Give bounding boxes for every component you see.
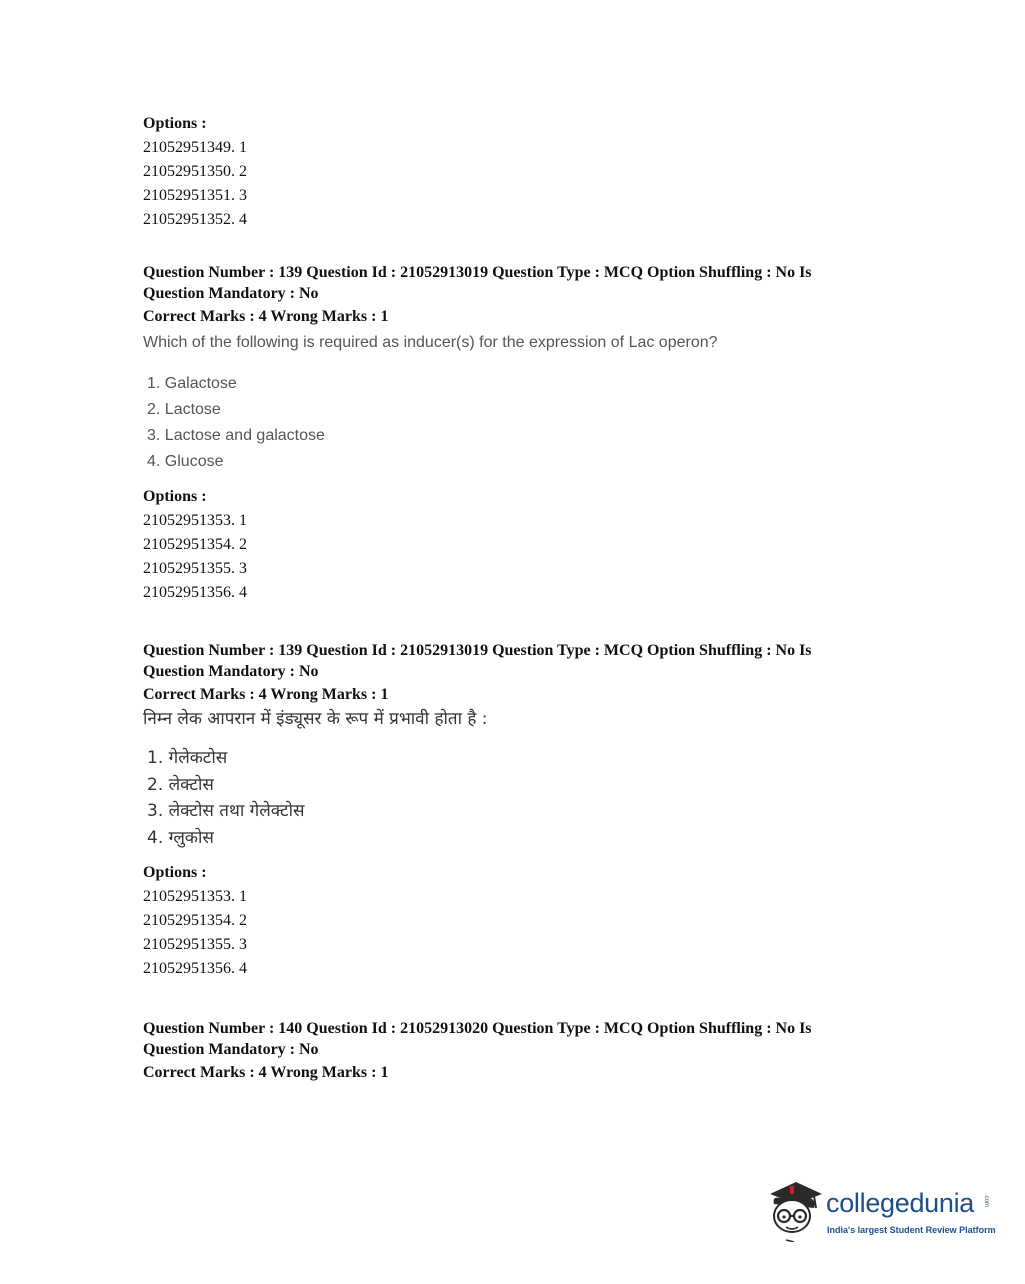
question-block-hindi [143, 640, 903, 981]
question-header: Question Number : 140 Question Id : 21052913020 Question Type : MCQ Option Shuffling : No Is [143, 1020, 812, 1037]
option-id: 21052951353. 1 [143, 888, 247, 905]
options-label: Options : [143, 115, 207, 132]
options-label: Options : [143, 488, 207, 505]
question-text: निम्न लेक आपरान में इंड्यूसर के रूप में प्रभावी होता है : [143, 709, 488, 729]
option-id: 21052951356. 4 [143, 584, 247, 601]
question-marks: Correct Marks : 4 Wrong Marks : 1 [143, 686, 389, 703]
question-block-english [143, 262, 903, 605]
student-mascot-icon [766, 1178, 822, 1242]
option-id: 21052951354. 2 [143, 536, 247, 553]
answer-choice: 3. Lactose and galactose [147, 427, 325, 444]
option-id: 21052951353. 1 [143, 512, 247, 529]
option-id: 21052951354. 2 [143, 912, 247, 929]
answer-choice: 2. Lactose [147, 401, 221, 418]
answer-choice: 1. गेलेकटोस [147, 748, 228, 768]
logo-domain-suffix: .com [983, 1194, 989, 1208]
logo-wordmark: collegedunia [826, 1188, 975, 1218]
answer-choice: 1. Galactose [147, 375, 237, 392]
option-id: 21052951351. 3 [143, 187, 247, 204]
logo-tagline: India's largest Student Review Platform [827, 1225, 996, 1235]
option-id: 21052951352. 4 [143, 211, 247, 228]
options-section-prev [143, 112, 903, 232]
option-id: 21052951349. 1 [143, 139, 247, 156]
option-id: 21052951355. 3 [143, 936, 247, 953]
question-header: Question Number : 139 Question Id : 21052913019 Question Type : MCQ Option Shuffling : No Is [143, 264, 812, 281]
options-label: Options : [143, 864, 207, 881]
option-id: 21052951355. 3 [143, 560, 247, 577]
question-block-next [143, 1018, 903, 1083]
answer-choices [147, 745, 903, 851]
answer-choice: 4. Glucose [147, 453, 224, 470]
question-header-mandatory: Question Mandatory : No [143, 285, 319, 302]
option-id: 21052951350. 2 [143, 163, 247, 180]
collegedunia-logo [766, 1178, 996, 1248]
question-header: Question Number : 139 Question Id : 21052913019 Question Type : MCQ Option Shuffling : No Is [143, 642, 812, 659]
answer-choices [147, 371, 903, 475]
question-header-mandatory: Question Mandatory : No [143, 663, 319, 680]
answer-choice: 2. लेक्टोस [147, 774, 214, 795]
question-marks: Correct Marks : 4 Wrong Marks : 1 [143, 308, 389, 325]
question-header-mandatory: Question Mandatory : No [143, 1041, 319, 1058]
option-id: 21052951356. 4 [143, 960, 247, 977]
question-marks: Correct Marks : 4 Wrong Marks : 1 [143, 1064, 389, 1081]
answer-choice: 4. ग्लुकोस [147, 827, 214, 848]
answer-choice: 3. लेक्टोस तथा गेलेक्टोस [147, 801, 305, 821]
question-text: Which of the following is required as inducer(s) for the expression of Lac operon? [143, 334, 718, 351]
